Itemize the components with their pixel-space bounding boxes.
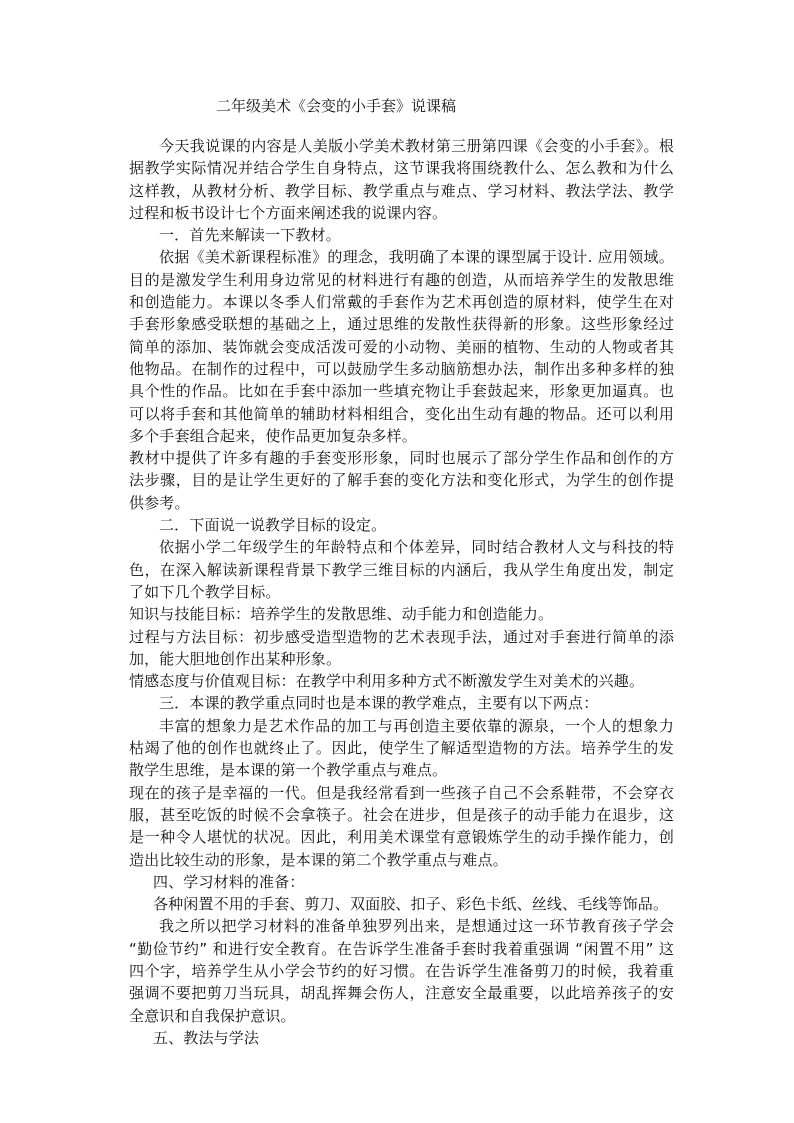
paragraph-goal-process: 过程与方法目标：初步感受造型造物的艺术表现手法，通过对手套进行简单的添加，能大胆地创作出某种形象。: [129, 627, 674, 668]
document-title: 二年级美术《会变的小手套》说课稿: [216, 97, 457, 115]
heading-section-2: 二．下面说一说教学目标的设定。: [159, 516, 387, 535]
paragraph-textbook-analysis: 依据《美术新课程标准》的理念，我明确了本课的课型属于设计. 应用领域。目的是激发学生利用身边常见的材料进行有趣的创造，从而培养学生的发散思维和创造能力。本课以冬季人们常戴的手套作为艺术再创造的原材料，使学生在对手套形象感受联想的基础之上，通过思维的发散性获得新的形象。这些形象经过简单的添加、装饰就会变成活泼可爱的小动物、美丽的植物、生动的人物或者其他物品。在制作的过程中，可以鼓励学生多动脑筋想办法，制作出多种多样的独具个性的作品。比如在手套中添加一些填充物让手套鼓起来，形象更加逼真。也可以将手套和其他简单的辅助材料相组合，变化出生动有趣的物品。还可以利用多个手套组合起来，使作品更加复杂多样。: [129, 248, 674, 445]
paragraph-materials-list: 各种闲置不用的手套、剪刀、双面胶、扣子、彩色卡纸、丝线、毛线等饰品。: [153, 895, 669, 914]
heading-section-5: 五、教法与学法: [153, 1028, 260, 1047]
paragraph-goal-attitude: 情感态度与价值观目标：在教学中利用多种方式不断激发学生对美术的兴趣。: [129, 672, 645, 691]
paragraph-key-point-1: 丰富的想象力是艺术作品的加工与再创造主要依靠的源泉，一个人的想象力枯竭了他的创作也就终止了。因此，使学生了解适型造物的方法。培养学生的发散学生思维，是本课的第一个教学重点与难点。: [129, 716, 674, 780]
document-body: [129, 135, 674, 1049]
paragraph-materials-reason: 我之所以把学习材料的准备单独罗列出来，是想通过这一环节教育孩子学会 “勤俭节约” 和进行安全教育。在告诉学生准备手套时我着重强调 “闲置不用” 这四个字，培养学生从小学会节约的好习惯。在告诉学生准备剪刀的时候，我着重强调不要把剪刀当玩具，胡乱挥舞会伤人，注意安全最重要，以此培养孩子的安全意识和自我保护意识。: [129, 917, 674, 1025]
paragraph-textbook-content: 教材中提供了许多有趣的手套变形形象，同时也展示了部分学生作品和创作的方法步骤，目的是让学生更好的了解手套的变化方法和变化形式，为学生的创作提供参考。: [129, 449, 674, 512]
heading-section-1: 一．首先来解读一下教材。: [159, 226, 341, 245]
heading-section-3: 三．本课的教学重点同时也是本课的教学难点，主要有以下两点：: [159, 694, 599, 713]
heading-section-4: 四、学习材料的准备：: [153, 872, 305, 891]
paragraph-intro: 今天我说课的内容是人美版小学美术教材第三册第四课《会变的小手套》。根据教学实际情况并结合学生自身特点，这节课我将围绕教什么、怎么教和为什么这样教，从教材分析、教学目标、教学重点与难点、学习材料、教法学法、教学过程和板书设计七个方面来阐述我的说课内容。: [129, 137, 674, 222]
paragraph-goals-basis: 依据小学二年级学生的年龄特点和个体差异，同时结合教材人文与科技的特色，在深入解读新课程背景下教学三维目标的内涵后，我从学生角度出发，制定了如下几个教学目标。: [129, 538, 674, 601]
paragraph-key-point-2: 现在的孩子是幸福的一代。但是我经常看到一些孩子自己不会系鞋带，不会穿衣服，甚至吃饭的时候不会拿筷子。社会在进步，但是孩子的动手能力在退步，这是一种令人堪忧的状况。因此，利用美术课堂有意锻炼学生的动手操作能力，创造出比较生动的形象，是本课的第二个教学重点与难点。: [129, 783, 674, 869]
paragraph-goal-knowledge: 知识与技能目标：培养学生的发散思维、动手能力和创造能力。: [129, 605, 554, 624]
